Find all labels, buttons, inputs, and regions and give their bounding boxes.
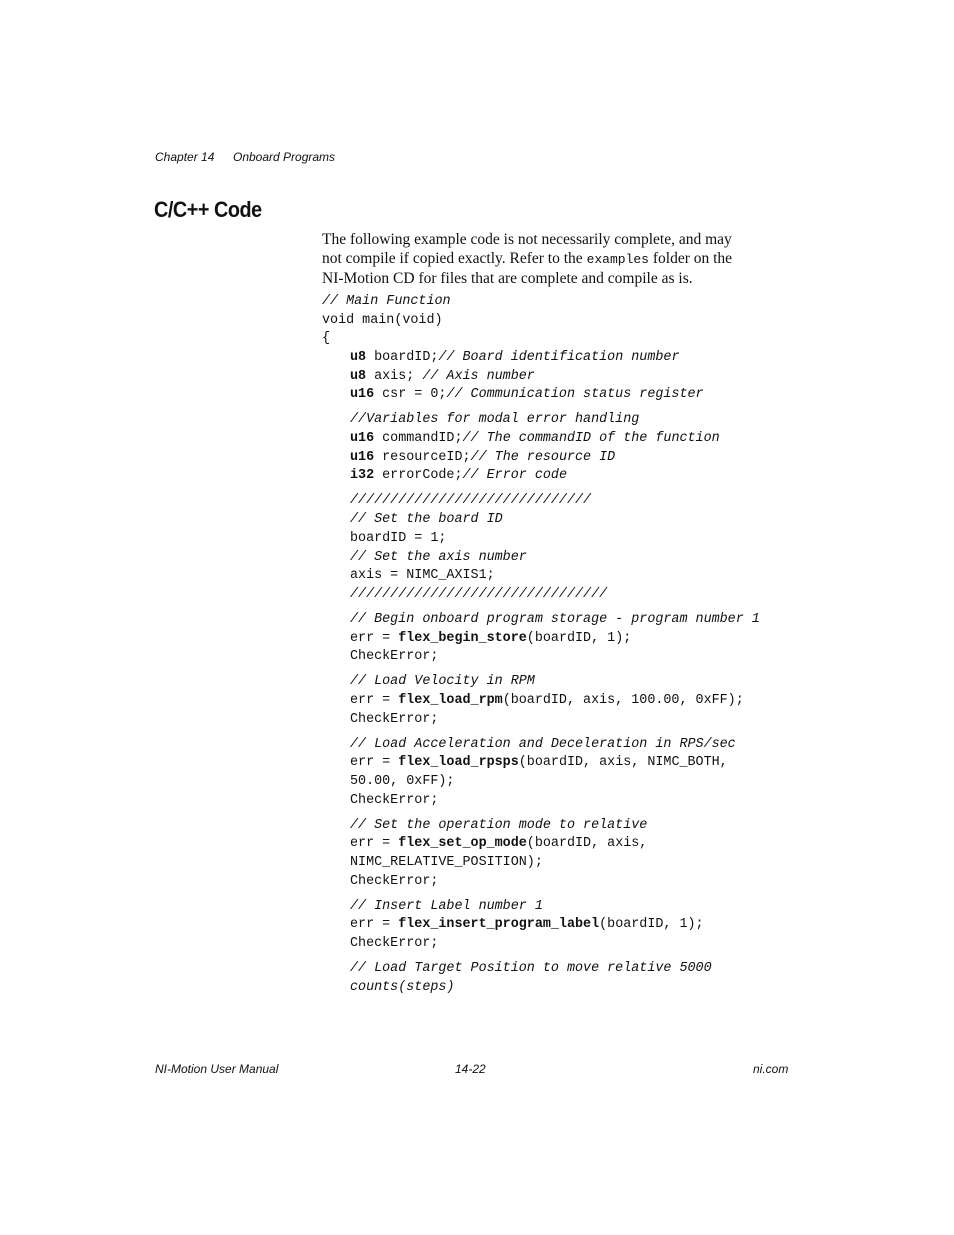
code-text: (boardID, axis,	[526, 836, 648, 852]
code-comment: // Set the board ID	[350, 512, 503, 528]
code-line	[322, 754, 760, 773]
section-label: Onboard Programs	[233, 150, 336, 164]
code-line: {	[322, 331, 331, 347]
footer-page-number: 14-22	[455, 1062, 486, 1076]
code-comment: // Load Acceleration and Deceleration in RPS/sec	[350, 736, 736, 752]
code-line	[322, 511, 760, 530]
function-name: flex_load_rpsps	[398, 755, 519, 771]
code-line	[322, 293, 760, 312]
code-text: boardID;	[366, 350, 439, 366]
code-comment: // The resource ID	[470, 449, 616, 465]
function-name: flex_insert_program_label	[398, 917, 600, 933]
code-line	[322, 673, 760, 692]
code-line	[322, 386, 760, 405]
code-comment: //Variables for modal error handling	[350, 412, 640, 428]
code-type: u8	[350, 350, 367, 366]
code-line: CheckError;	[350, 936, 439, 952]
code-text: csr = 0;	[374, 387, 447, 403]
code-comment: // Error code	[462, 468, 567, 484]
examples-folder-name: examples	[586, 252, 649, 267]
code-comment: // Load Velocity in RPM	[350, 674, 535, 690]
code-line: CheckError;	[350, 792, 439, 808]
code-comment: // Set the operation mode to relative	[350, 817, 648, 833]
code-line	[322, 368, 760, 387]
code-line: NIMC_RELATIVE_POSITION);	[350, 855, 543, 871]
code-line: axis = NIMC_AXIS1;	[350, 568, 495, 584]
code-line	[322, 586, 760, 605]
code-text: err =	[350, 836, 399, 852]
code-text: (boardID, 1);	[599, 917, 704, 933]
code-text: (boardID, axis, 100.00, 0xFF);	[502, 692, 744, 708]
code-comment: // Load Target Position to move relative 5000	[350, 961, 712, 977]
intro-text-2: folder on the NI-Motion CD for files that are complete and compile as is.	[322, 250, 733, 287]
code-type: u16	[350, 387, 375, 403]
code-comment: // Board identification number	[438, 350, 680, 366]
code-comment: ////////////////////////////////	[350, 586, 608, 602]
code-line: CheckError;	[350, 873, 439, 889]
code-line	[322, 630, 760, 649]
code-text: err =	[350, 917, 399, 933]
code-listing	[322, 293, 760, 997]
code-line	[322, 611, 760, 630]
code-line: boardID = 1;	[350, 530, 447, 546]
code-text: axis;	[366, 368, 423, 384]
code-line	[322, 449, 760, 468]
code-line	[322, 736, 760, 755]
code-text: commandID;	[374, 431, 463, 447]
code-line	[322, 835, 760, 854]
code-line	[322, 979, 760, 998]
intro-paragraph	[322, 230, 752, 288]
code-comment: // Main Function	[322, 294, 451, 309]
code-line	[322, 411, 760, 430]
code-type: i32	[350, 468, 375, 484]
section-title: C/C++ Code	[154, 197, 262, 222]
code-line: CheckError;	[350, 711, 439, 727]
code-comment: //////////////////////////////	[350, 493, 592, 509]
code-text: err =	[350, 630, 399, 646]
code-line	[322, 430, 760, 449]
code-text: err =	[350, 755, 399, 771]
code-type: u16	[350, 449, 375, 465]
code-type: u16	[350, 431, 375, 447]
code-text: (boardID, 1);	[526, 630, 632, 646]
code-line	[322, 492, 760, 511]
function-name: flex_load_rpm	[398, 692, 503, 708]
code-type: u8	[350, 368, 367, 384]
code-comment: // Insert Label number 1	[350, 898, 543, 914]
code-comment: // Set the axis number	[350, 549, 527, 565]
code-comment: // Axis number	[422, 368, 535, 384]
function-name: flex_begin_store	[398, 630, 527, 646]
code-line	[322, 817, 760, 836]
footer-website: ni.com	[753, 1062, 789, 1076]
code-line	[322, 960, 760, 979]
code-line: void main(void)	[322, 312, 443, 328]
code-line	[322, 898, 760, 917]
code-line	[322, 349, 760, 368]
code-line: 50.00, 0xFF);	[350, 773, 455, 789]
code-line	[322, 692, 760, 711]
code-line	[322, 916, 760, 935]
code-comment: counts(steps)	[350, 979, 455, 995]
code-comment: // Begin onboard program storage - program number 1	[350, 611, 760, 627]
code-text: err =	[350, 692, 399, 708]
running-header	[155, 150, 335, 164]
chapter-label: Chapter 14	[155, 150, 215, 164]
code-text: (boardID, axis, NIMC_BOTH,	[518, 755, 728, 771]
code-line	[322, 549, 760, 568]
code-line	[322, 467, 760, 486]
code-line: CheckError;	[350, 649, 439, 665]
code-comment: // The commandID of the function	[462, 431, 720, 447]
code-comment: // Communication status register	[446, 387, 704, 403]
footer-manual-title: NI-Motion User Manual	[155, 1062, 279, 1076]
intro-text-1: The following example code is not necessarily complete, and may not compile if copied exactly. Refer to the	[322, 231, 732, 267]
function-name: flex_set_op_mode	[398, 836, 527, 852]
code-text: resourceID;	[374, 449, 471, 465]
code-text: errorCode;	[374, 468, 463, 484]
